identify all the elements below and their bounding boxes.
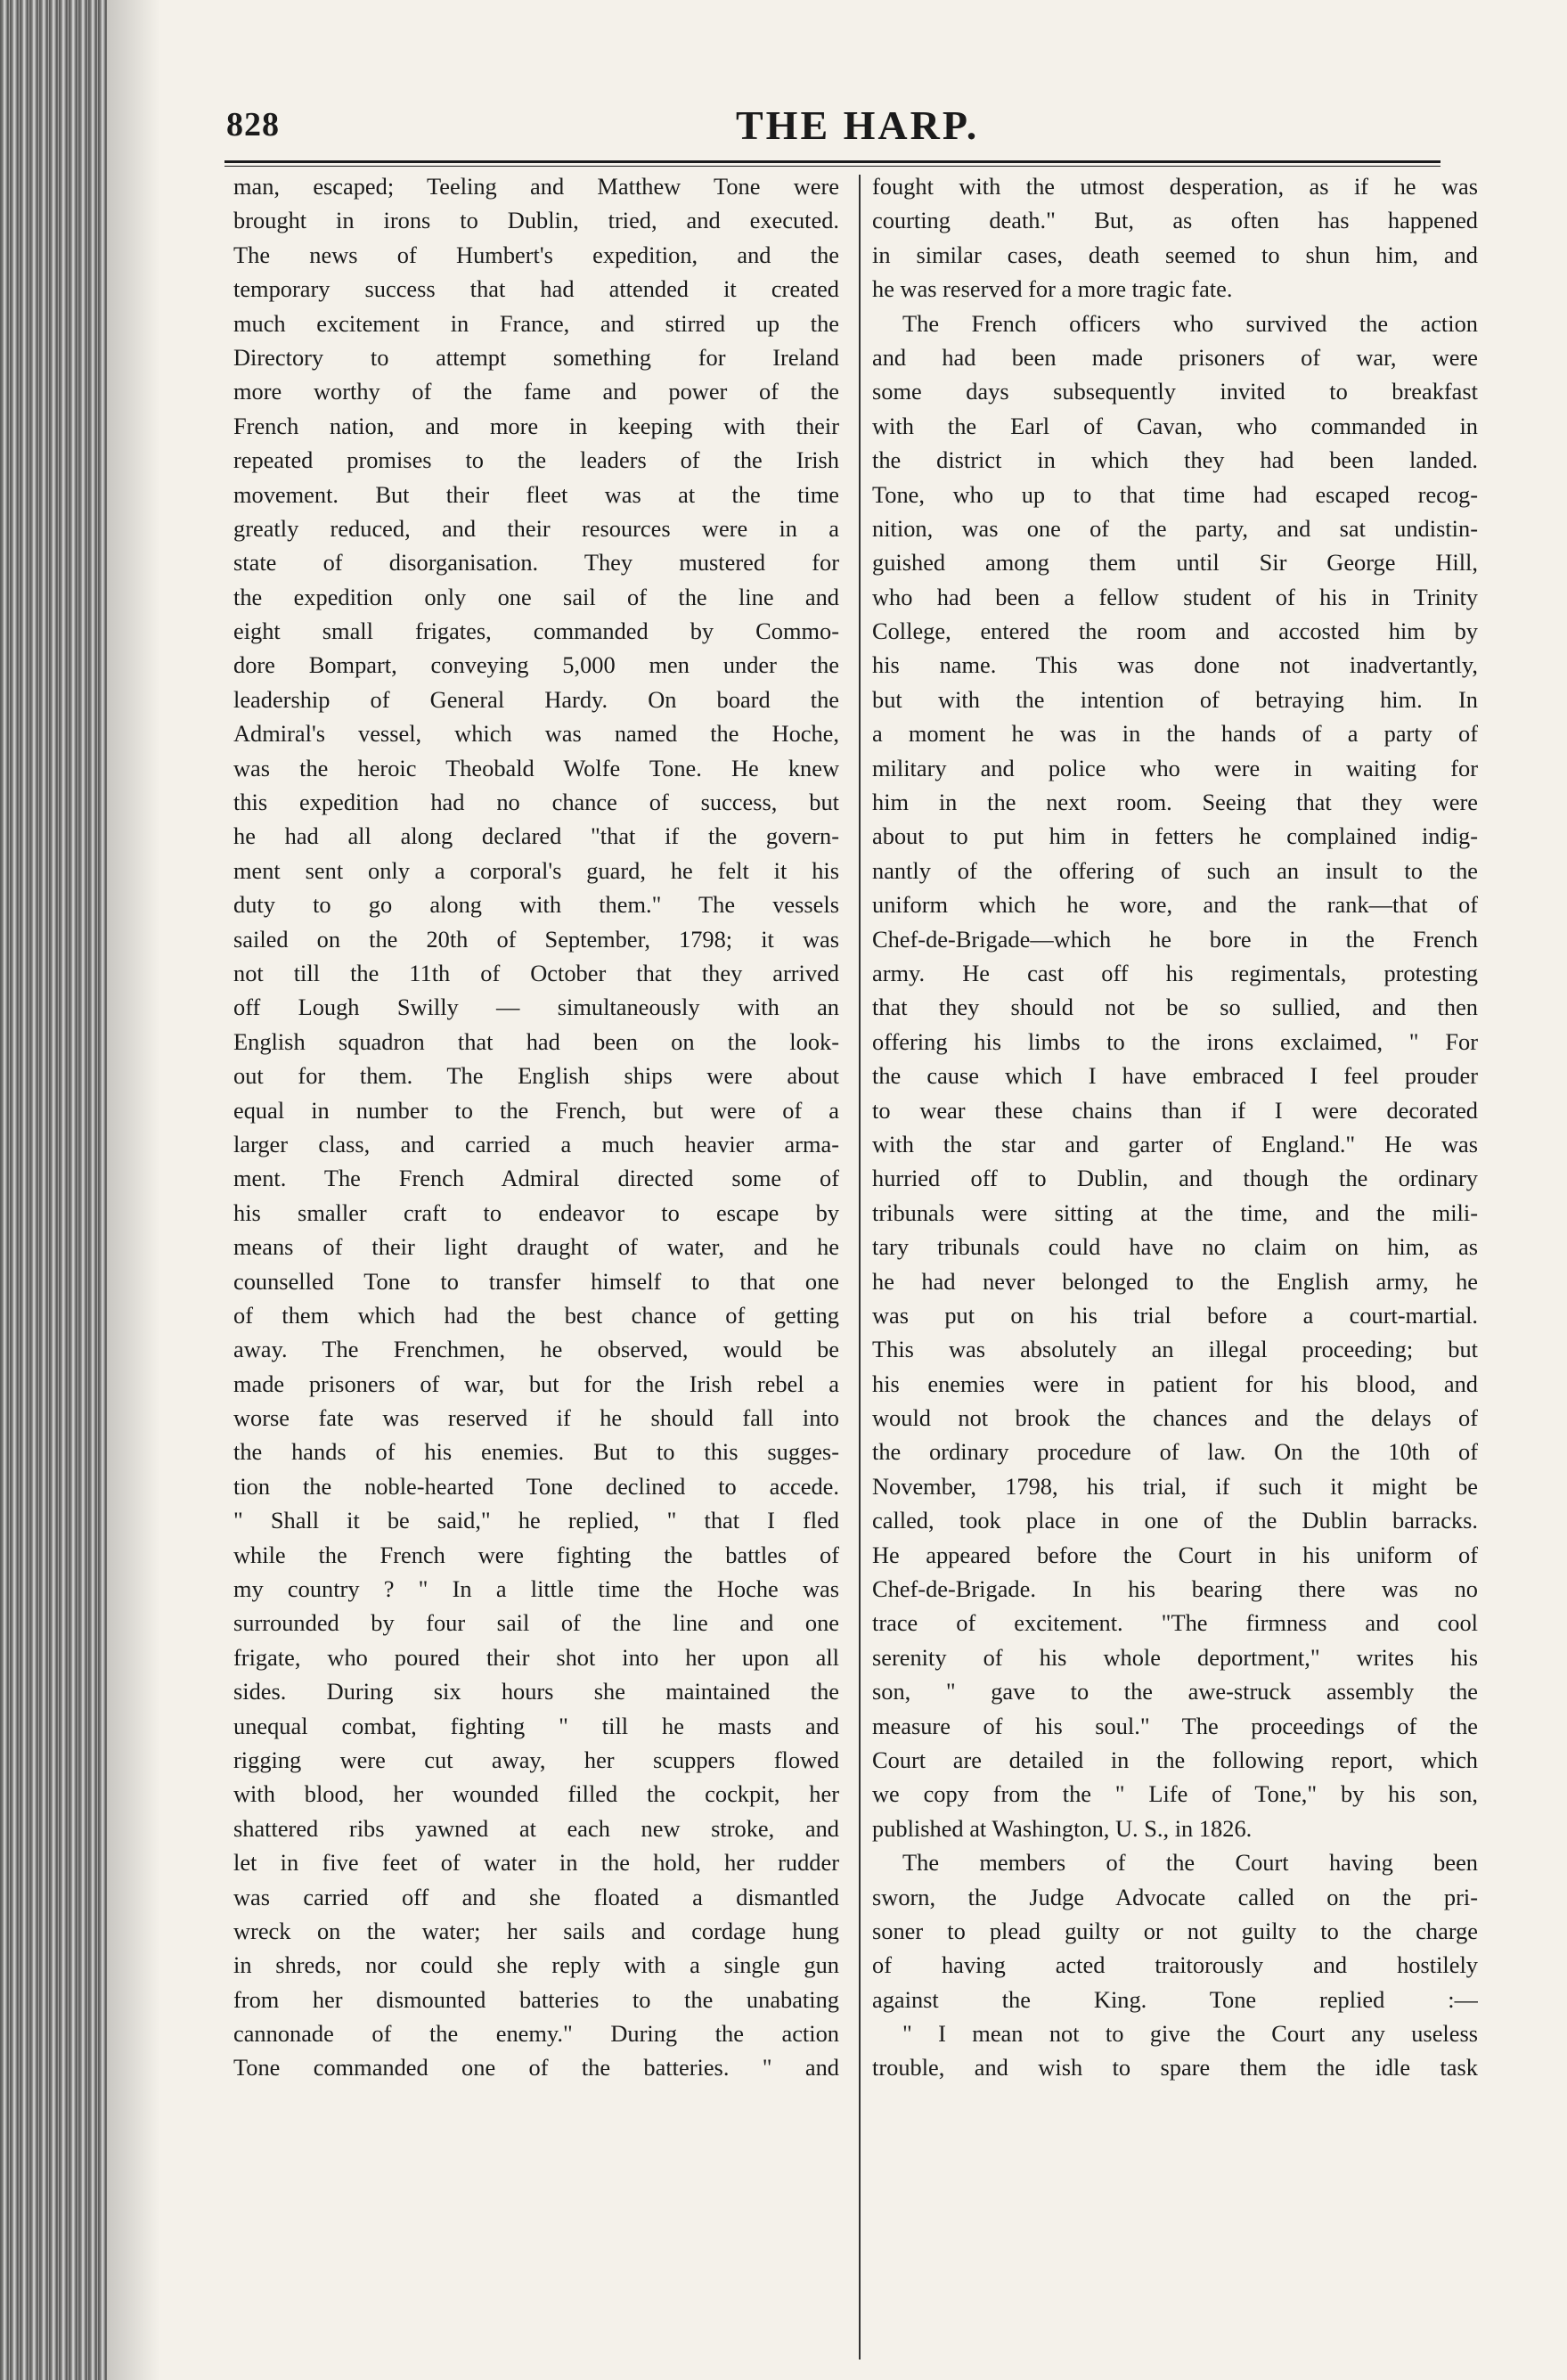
text-line: he was reserved for a more tragic fate.: [872, 275, 1233, 303]
text-line: sides. During six hours she maintained the: [233, 1678, 839, 1705]
page-number: 828: [226, 106, 280, 143]
text-line: not till the 11th of October that they arrived: [233, 959, 839, 986]
text-line: man, escaped; Teeling and Matthew Tone were: [233, 173, 839, 200]
text-line: the cause which I have embraced I feel prouder: [872, 1062, 1478, 1090]
text-line: with the star and garter of England." He was: [872, 1130, 1478, 1157]
text-line: tribunals were sitting at the time, and the mili-: [872, 1198, 1478, 1226]
text-line: The members of the Court having been: [902, 1849, 1478, 1877]
text-line: frigate, who poured their shot into her upon all: [233, 1643, 839, 1671]
text-line: soner to plead guilty or not guilty to the charge: [872, 1917, 1478, 1944]
text-line: eight small frigates, commanded by Commo-: [233, 617, 839, 645]
text-line: trouble, and wish to spare them the idle task: [872, 2054, 1478, 2081]
text-line: and had been made prisoners of war, were: [872, 343, 1478, 371]
text-line: He appeared before the Court in his uniform of: [872, 1541, 1478, 1568]
text-line: state of disorganisation. They mustered for: [233, 549, 839, 577]
text-line: made prisoners of war, but for the Irish rebel a: [233, 1370, 839, 1397]
text-line: the ordinary procedure of law. On the 10th of: [872, 1438, 1478, 1466]
text-line: College, entered the room and accosted him by: [872, 617, 1478, 645]
page-binding-edge: [0, 0, 107, 2380]
text-line: much excitement in France, and stirred up the: [233, 309, 839, 337]
text-line: about to put him in fetters he complained indig-: [872, 822, 1478, 850]
text-line: rigging were cut away, her scuppers flowed: [233, 1746, 839, 1773]
text-line: Chef-de-Brigade. In his bearing there was no: [872, 1575, 1478, 1603]
text-line: called, took place in one of the Dublin barracks.: [872, 1507, 1478, 1534]
text-line: nition, was one of the party, and sat undistin-: [872, 514, 1478, 542]
text-line: brought in irons to Dublin, tried, and executed.: [233, 207, 839, 234]
text-line: of having acted traitorously and hostilely: [872, 1951, 1478, 1979]
header-rule: [224, 160, 1440, 167]
text-line: ment sent only a corporal's guard, he felt it his: [233, 856, 839, 884]
text-line: was carried off and she floated a dismantled: [233, 1883, 839, 1910]
text-line: him in the next room. Seeing that they were: [872, 789, 1478, 816]
text-line: the hands of his enemies. But to this sugges-: [233, 1438, 839, 1466]
text-line: more worthy of the fame and power of the: [233, 378, 839, 405]
text-column-left: [233, 169, 839, 2085]
text-line: tion the noble-hearted Tone declined to accede.: [233, 1472, 839, 1500]
text-line: that they should not be so sullied, and then: [872, 994, 1478, 1021]
text-line: ment. The French Admiral directed some of: [233, 1165, 839, 1192]
text-line: " Shall it be said," he replied, " that I fled: [233, 1507, 839, 1534]
text-line: would not brook the chances and the delays of: [872, 1404, 1478, 1432]
text-line: English squadron that had been on the look-: [233, 1027, 839, 1055]
text-line: we copy from the " Life of Tone," by his son,: [872, 1780, 1478, 1808]
text-line: nantly of the offering of such an insult to the: [872, 856, 1478, 884]
text-line: Directory to attempt something for Ireland: [233, 343, 839, 371]
text-line: November, 1798, his trial, if such it might be: [872, 1472, 1478, 1500]
text-line: repeated promises to the leaders of the Irish: [233, 446, 839, 474]
running-title: THE HARP.: [736, 102, 980, 148]
text-line: French nation, and more in keeping with their: [233, 412, 839, 439]
text-line: army. He cast off his regimentals, protesting: [872, 959, 1478, 986]
text-line: his enemies were in patient for his blood, and: [872, 1370, 1478, 1397]
text-line: Chef-de-Brigade—which he bore in the French: [872, 925, 1478, 953]
text-line: of them which had the best chance of getting: [233, 1301, 839, 1329]
text-line: but with the intention of betraying him. In: [872, 685, 1478, 713]
text-line: while the French were fighting the battles of: [233, 1541, 839, 1568]
text-line: offering his limbs to the irons exclaimed, " For: [872, 1027, 1478, 1055]
text-line: tary tribunals could have no claim on him, as: [872, 1233, 1478, 1261]
text-line: movement. But their fleet was at the time: [233, 480, 839, 508]
text-line: the district in which they had been landed.: [872, 446, 1478, 474]
text-line: The French officers who survived the action: [902, 309, 1478, 337]
text-line: some days subsequently invited to breakfast: [872, 378, 1478, 405]
text-line: Court are detailed in the following report, which: [872, 1746, 1478, 1773]
text-line: from her dismounted batteries to the unabating: [233, 1985, 839, 2013]
text-line: This was absolutely an illegal proceeding; but: [872, 1336, 1478, 1363]
text-line: greatly reduced, and their resources were in a: [233, 514, 839, 542]
text-line: wreck on the water; her sails and cordage hung: [233, 1917, 839, 1944]
text-line: serenity of his whole deportment," writes his: [872, 1643, 1478, 1671]
text-line: who had been a fellow student of his in Trinity: [872, 583, 1478, 610]
text-line: measure of his soul." The proceedings of the: [872, 1712, 1478, 1739]
text-line: let in five feet of water in the hold, her rudder: [233, 1849, 839, 1877]
text-line: sailed on the 20th of September, 1798; it was: [233, 925, 839, 953]
text-line: my country ? " In a little time the Hoche was: [233, 1575, 839, 1603]
text-line: his smaller craft to endeavor to escape by: [233, 1198, 839, 1226]
text-line: off Lough Swilly — simultaneously with an: [233, 994, 839, 1021]
text-line: out for them. The English ships were about: [233, 1062, 839, 1090]
text-line: Admiral's vessel, which was named the Hoche,: [233, 720, 839, 748]
text-line: trace of excitement. "The firmness and cool: [872, 1609, 1478, 1637]
text-line: sworn, the Judge Advocate called on the pri-: [872, 1883, 1478, 1910]
text-line: was put on his trial before a court-martial.: [872, 1301, 1478, 1329]
text-line: to wear these chains than if I were decorated: [872, 1096, 1478, 1124]
text-line: dore Bompart, conveying 5,000 men under the: [233, 651, 839, 679]
text-line: with the Earl of Cavan, who commanded in: [872, 412, 1478, 439]
text-line: he had never belonged to the English army, he: [872, 1267, 1478, 1295]
text-line: military and police who were in waiting for: [872, 754, 1478, 781]
text-line: his name. This was done not inadvertantly,: [872, 651, 1478, 679]
text-line: cannonade of the enemy." During the action: [233, 2020, 839, 2048]
text-line: guished among them until Sir George Hill,: [872, 549, 1478, 577]
text-line: uniform which he wore, and the rank—that of: [872, 891, 1478, 919]
text-line: means of their light draught of water, and he: [233, 1233, 839, 1261]
text-line: surrounded by four sail of the line and one: [233, 1609, 839, 1637]
text-line: leadership of General Hardy. On board the: [233, 685, 839, 713]
column-divider: [859, 175, 861, 2360]
text-line: Tone commanded one of the batteries. " and: [233, 2054, 839, 2081]
text-line: with blood, her wounded filled the cockpit, her: [233, 1780, 839, 1808]
text-line: fought with the utmost desperation, as if he was: [872, 173, 1478, 200]
text-line: equal in number to the French, but were of a: [233, 1096, 839, 1124]
text-line: larger class, and carried a much heavier arma-: [233, 1130, 839, 1157]
text-line: shattered ribs yawned at each new stroke, and: [233, 1814, 839, 1842]
text-line: published at Washington, U. S., in 1826.: [872, 1814, 1253, 1842]
text-line: " I mean not to give the Court any useless: [902, 2020, 1478, 2048]
text-line: against the King. Tone replied :—: [872, 1985, 1478, 2013]
text-line: the expedition only one sail of the line and: [233, 583, 839, 610]
text-line: in similar cases, death seemed to shun him, and: [872, 241, 1478, 268]
text-line: was the heroic Theobald Wolfe Tone. He knew: [233, 754, 839, 781]
text-line: this expedition had no chance of success, but: [233, 789, 839, 816]
text-line: Tone, who up to that time had escaped recog-: [872, 480, 1478, 508]
binding-shadow: [107, 0, 160, 2380]
text-line: courting death." But, as often has happened: [872, 207, 1478, 234]
text-line: counselled Tone to transfer himself to that one: [233, 1267, 839, 1295]
text-line: a moment he was in the hands of a party of: [872, 720, 1478, 748]
text-line: hurried off to Dublin, and though the ordinary: [872, 1165, 1478, 1192]
text-line: worse fate was reserved if he should fall into: [233, 1404, 839, 1432]
text-line: unequal combat, fighting " till he masts and: [233, 1712, 839, 1739]
text-line: son, " gave to the awe-struck assembly the: [872, 1678, 1478, 1705]
text-column-right: [872, 169, 1478, 2085]
text-line: duty to go along with them." The vessels: [233, 891, 839, 919]
text-line: The news of Humbert's expedition, and the: [233, 241, 839, 268]
text-line: in shreds, nor could she reply with a single gun: [233, 1951, 839, 1979]
text-line: away. The Frenchmen, he observed, would be: [233, 1336, 839, 1363]
text-line: he had all along declared "that if the govern-: [233, 822, 839, 850]
text-line: temporary success that had attended it created: [233, 275, 839, 303]
